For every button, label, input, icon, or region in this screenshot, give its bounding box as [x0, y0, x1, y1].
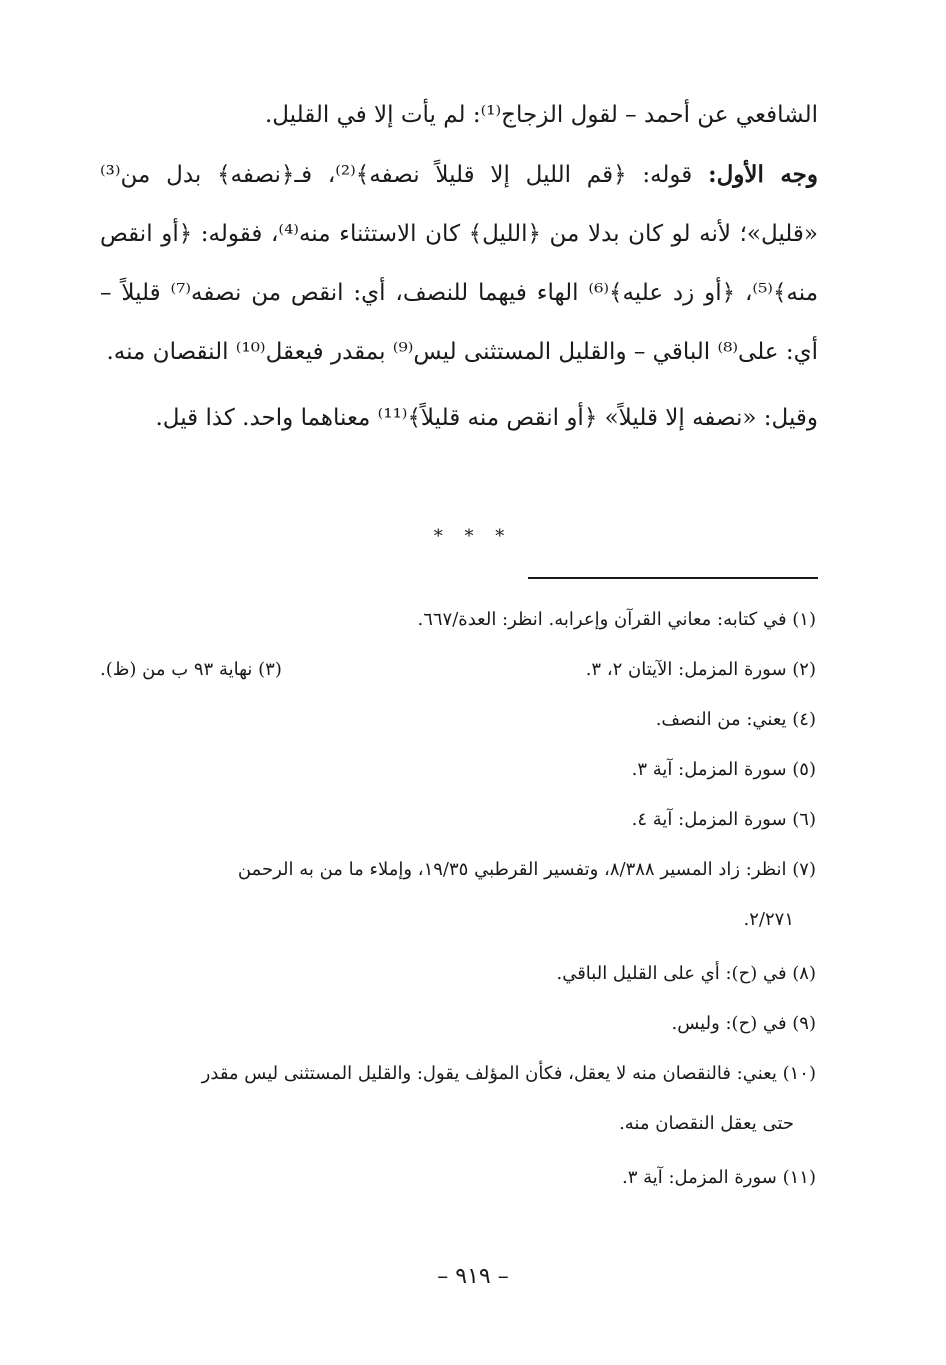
footnote-5: (٥) سورة المزمل: آية ٣. — [631, 759, 816, 780]
footnote-10-continuation: حتى يعقل النقصان منه. — [619, 1113, 794, 1134]
footnote-11: (١١) سورة المزمل: آية ٣. — [621, 1167, 816, 1188]
paragraph-2-body: قوله: ﴿قم الليل إلا قليلاً نصفه﴾⁽²⁾، فـ﴿نصفه﴾ بدل من⁽³⁾ «قليل»؛ لأنه لو كان بدلا من ﴿الليل﴾ كان الاستثناء منه⁽⁴⁾، فقوله: ﴿أو انقص منه﴾⁽⁵⁾، ﴿أو زد عليه﴾⁽⁶⁾ الهاء فيهما للنصف، أي: انقص من نصفه⁽⁷⁾ قليلاً – أي: على⁽⁸⁾ الباقي – والقليل المستثنى ليس⁽⁹⁾ بمقدر فيعقل⁽¹⁰⁾ النقصان منه. — [100, 162, 819, 365]
footnote-divider — [528, 577, 818, 579]
footnotes — [100, 600, 816, 1208]
footnote-9: (٩) في (ح): وليس. — [671, 1013, 816, 1034]
footnote-7: (٧) انظر: زاد المسير ٨/٣٨٨، وتفسير القرطبي ١٩/٣٥، وإملاء ما من به الرحمن — [237, 859, 816, 880]
footnote-1: (١) في كتابه: معاني القرآن وإعرابه. انظر: العدة/٦٦٧. — [417, 609, 816, 630]
footnote-7-continuation: ٢/٢٧١. — [743, 909, 794, 930]
footnote-6: (٦) سورة المزمل: آية ٤. — [631, 809, 816, 830]
footnote-8: (٨) في (ح): أي على القليل الباقي. — [556, 963, 816, 984]
page-number: – ٩١٩ – — [437, 1264, 509, 1289]
paragraph-2 — [100, 145, 818, 382]
section-separator: * * * — [433, 526, 513, 547]
footnote-2: (٢) سورة المزمل: الآيتان ٢، ٣. — [585, 659, 816, 680]
footnote-10: (١٠) يعني: فالنقصان منه لا يعقل، فكأن المؤلف يقول: والقليل المستثنى ليس مقدر — [201, 1063, 816, 1084]
footnote-3: (٣) نهاية ٩٣ ب من (ظ). — [100, 659, 282, 680]
paragraph-3: وقيل: «نصفه إلا قليلاً» ﴿أو انقص منه قليلاً﴾⁽¹¹⁾ معناهما واحد. كذا قيل. — [155, 405, 818, 431]
footnote-4: (٤) يعني: من النصف. — [655, 709, 816, 730]
paragraph-2-lead: وجه الأول: — [708, 161, 819, 188]
paragraph-1: الشافعي عن أحمد – لقول الزجاج⁽¹⁾: لم يأت إلا في القليل. — [264, 102, 818, 128]
main-text — [100, 86, 818, 448]
footnote-row-2-3 — [100, 650, 816, 700]
